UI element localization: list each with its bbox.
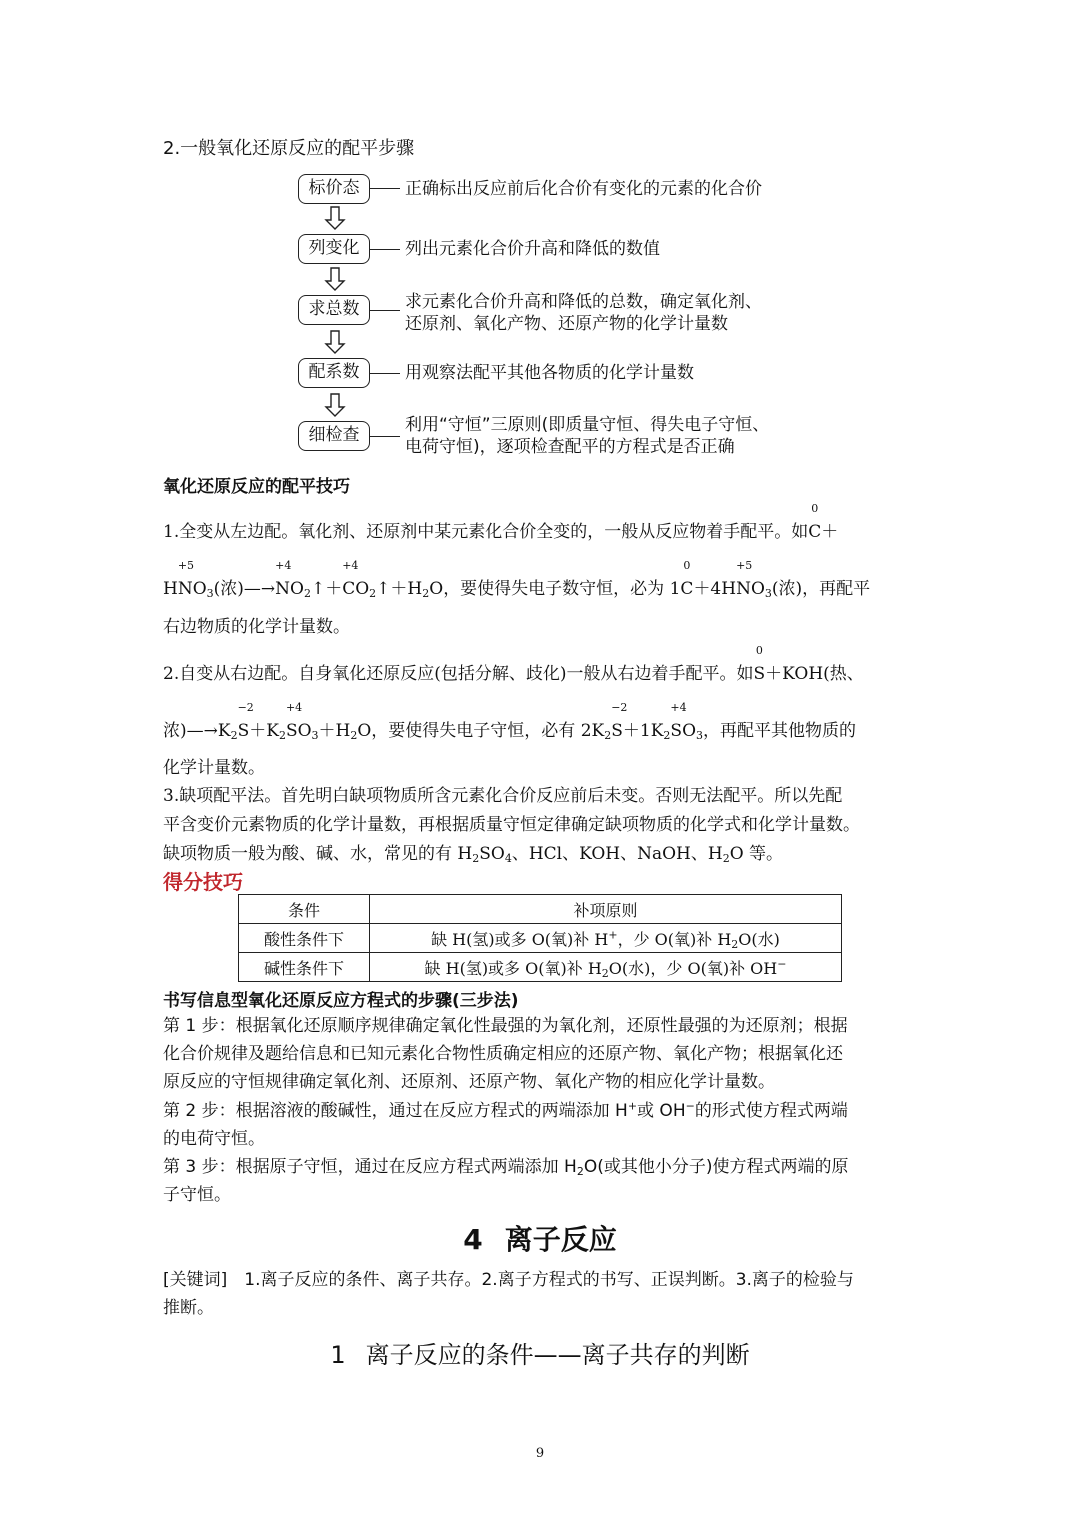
table-header: 条件 — [239, 895, 370, 924]
table-header: 补项原则 — [370, 895, 842, 924]
step2-line: 的电荷守恒。 — [163, 1129, 265, 1149]
connector-line — [370, 310, 400, 311]
step1-line: 原反应的守恒规律确定氧化剂、还原剂、还原产物、氧化产物的相应化学计量数。 — [163, 1072, 775, 1092]
flow-step-desc: 正确标出反应前后化合价有变化的元素的化合价 — [405, 179, 762, 199]
flow-step-box: 标价态 — [298, 174, 370, 204]
tip2-line1: 2.自变从右边配。自身氧化还原反应(包括分解、歧化)一般从右边着手配平。如 0 S＋KOH(热、 — [163, 644, 864, 684]
chapter-number: 4 — [463, 1223, 483, 1256]
chapter-heading — [0, 1218, 1080, 1258]
tip2-line2: 浓)$—\to K_2$ −2 $S+K_2$ +4 $SO_3+H_2O$，要使得失电子守恒，必有 $2K_2$ −2 $S+1K_2$ +4 $SO_3$，再配平其他物质的 — [163, 701, 856, 742]
step3-line: 第 3 步：根据原子守恒，通过在反应方程式两端添加 $H_2O$(或其他小分子)使方程式两端的原 — [163, 1157, 849, 1178]
step3-line: 子守恒。 — [163, 1185, 231, 1205]
chapter-title: 离子反应 — [504, 1223, 617, 1256]
down-arrow-icon — [324, 267, 346, 291]
table-header-row — [239, 895, 842, 924]
flow-step-desc: 电荷守恒)，逐项检查配平的方程式是否正确 — [405, 437, 735, 457]
down-arrow-icon — [324, 330, 346, 354]
table-cell: 酸性条件下 — [239, 924, 370, 953]
connector-line — [370, 188, 400, 189]
down-arrow-icon — [324, 206, 346, 230]
connector-line — [370, 373, 400, 374]
keywords-line: [关键词] 1.离子反应的条件、离子共存。2.离子方程式的书写、正误判断。3.离子的检验与 — [163, 1270, 854, 1290]
tip1-line2: H +5 $NO_3$(浓)—→ +4 $NO_2↑+$ +4 $CO_2↑+H_2O$，要使得失电子数守恒，必为 1 0 C＋4H +5 $NO_3$(浓)，再配平 — [163, 559, 871, 600]
connector-line — [370, 436, 400, 437]
tip1-line1: 1.全变从左边配。氧化剂、还原剂中某元素化合价全变的，一般从反应物着手配平。如 0 C＋ — [163, 502, 839, 542]
flow-step-desc: 列出元素化合价升高和降低的数值 — [405, 239, 660, 259]
page-number: 9 — [535, 1446, 545, 1461]
down-arrow-icon — [324, 393, 346, 417]
tip3-line2: 平含变价元素物质的化学计量数，再根据质量守恒定律确定缺项物质的化学式和化学计量数。 — [163, 815, 860, 835]
flow-step-desc: 用观察法配平其他各物质的化学计量数 — [405, 363, 694, 383]
tip3-line3: 缺项物质一般为酸、碱、水，常见的有 $H_2SO_4$、HCl、KOH、NaOH、$H_2O$ 等。 — [163, 844, 784, 865]
flow-step-desc: 还原剂、氧化产物、还原产物的化学计量数 — [405, 314, 728, 334]
section-title: 2.一般氧化还原反应的配平步骤 — [163, 138, 415, 159]
flow-step-desc: 求元素化合价升高和降低的总数，确定氧化剂、 — [405, 292, 762, 312]
flow-step-box: 配系数 — [298, 358, 370, 388]
keywords-line: 推断。 — [163, 1298, 214, 1318]
info-steps-title: 书写信息型氧化还原反应方程式的步骤(三步法) — [163, 991, 519, 1011]
table-row — [239, 953, 842, 982]
table-row — [239, 924, 842, 953]
tip2-line3: 化学计量数。 — [163, 758, 265, 778]
step1-line: 第 1 步：根据氧化还原顺序规律确定氧化性最强的为氧化剂，还原性最强的为还原剂；根据 — [163, 1016, 848, 1036]
flow-step-box: 细检查 — [298, 421, 370, 451]
subsection-number: 1 — [330, 1341, 346, 1369]
connector-line — [370, 249, 400, 250]
subsection-heading — [0, 1335, 1080, 1370]
score-tips-title: 得分技巧 — [163, 870, 243, 894]
supplement-rules-table — [238, 894, 842, 982]
table-cell: 碱性条件下 — [239, 953, 370, 982]
table-cell: 缺 H(氢)或多 O(氧)补 $H_2O$(水)，少 O(氧)补 OH− — [370, 953, 842, 982]
flow-step-box: 列变化 — [298, 234, 370, 264]
step1-line: 化合价规律及题给信息和已知元素化合物性质确定相应的还原产物、氧化产物；根据氧化还 — [163, 1044, 843, 1064]
tips-title: 氧化还原反应的配平技巧 — [163, 477, 350, 497]
table-cell: 缺 H(氢)或多 O(氧)补 H+，少 O(氧)补 $H_2O$(水) — [370, 924, 842, 953]
flow-step-desc: 利用“守恒”三原则(即质量守恒、得失电子守恒、 — [405, 415, 770, 435]
flow-step-box: 求总数 — [298, 295, 370, 325]
tip3-line1: 3.缺项配平法。首先明白缺项物质所含元素化合价反应前后未变。否则无法配平。所以先配 — [163, 786, 843, 806]
subsection-title: 离子反应的条件——离子共存的判断 — [365, 1341, 750, 1369]
step2-line: 第 2 步：根据溶液的酸碱性，通过在反应方程式的两端添加 H+或 OH−的形式使方程式两端 — [163, 1099, 848, 1121]
tip1-line3: 右边物质的化学计量数。 — [163, 617, 350, 637]
